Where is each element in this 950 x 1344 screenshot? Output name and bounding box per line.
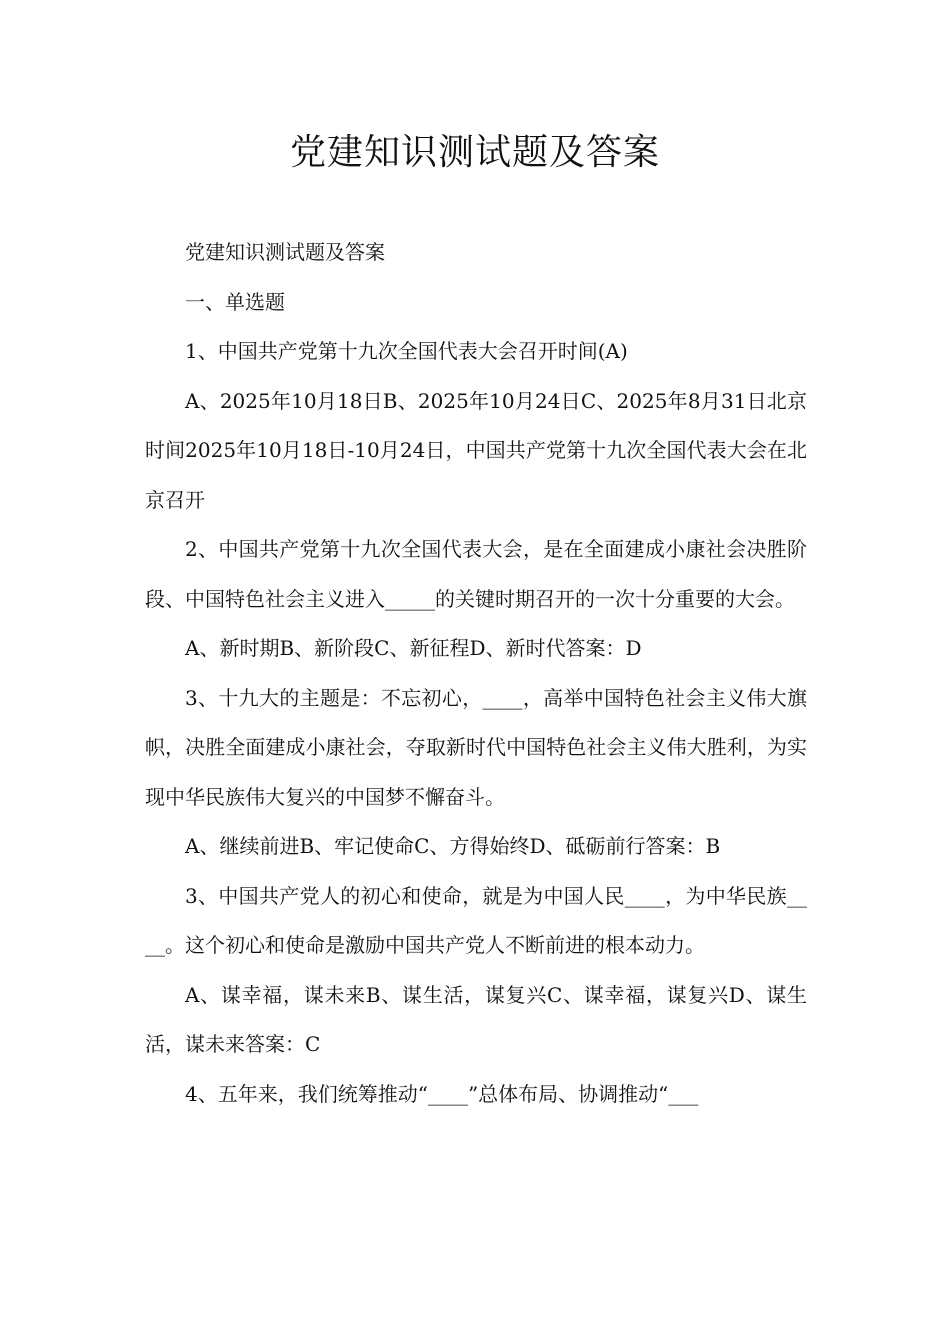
question-1-options: A、2025年10月18日B、2025年10月24日C、2025年8月31日北京时间2025年10月18日-10月24日，中国共产党第十九次全国代表大会在北京召开 [145,388,807,512]
question-2: 2、中国共产党第十九次全国代表大会，是在全面建成小康社会决胜阶段、中国特色社会主义进入_____的关键时期召开的一次十分重要的大会。 [145,537,807,611]
question-1: 1、中国共产党第十九次全国代表大会召开时间(A) [185,339,628,363]
question-3: 3、十九大的主题是：不忘初心，____，高举中国特色社会主义伟大旗帜，决胜全面建成小康社会，夺取新时代中国特色社会主义伟大胜利，为实现中华民族伟大复兴的中国梦不懈奋斗。 [145,685,807,809]
document-title: 党建知识测试题及答案 [289,132,660,173]
section-heading-single-choice: 一、单选题 [185,289,285,314]
question-3b: 3、中国共产党人的初心和使命，就是为中国人民____，为中华民族____。这个初心和使命是激励中国共产党人不断前进的根本动力。 [145,883,807,957]
question-2-options: A、新时期B、新阶段C、新征程D、新时代答案：D [185,636,642,660]
paragraph-heading: 党建知识测试题及答案 [185,240,385,264]
question-3-options: A、继续前进B、牢记使命C、方得始终D、砥砺前行答案：B [185,834,721,858]
question-4: 4、五年来，我们统筹推动“____”总体布局、协调推动“___ [185,1081,699,1106]
document-body [145,228,807,1119]
question-3b-options: A、谋幸福，谋未来B、谋生活，谋复兴C、谋幸福，谋复兴D、谋生活，谋未来答案：C [145,982,807,1056]
